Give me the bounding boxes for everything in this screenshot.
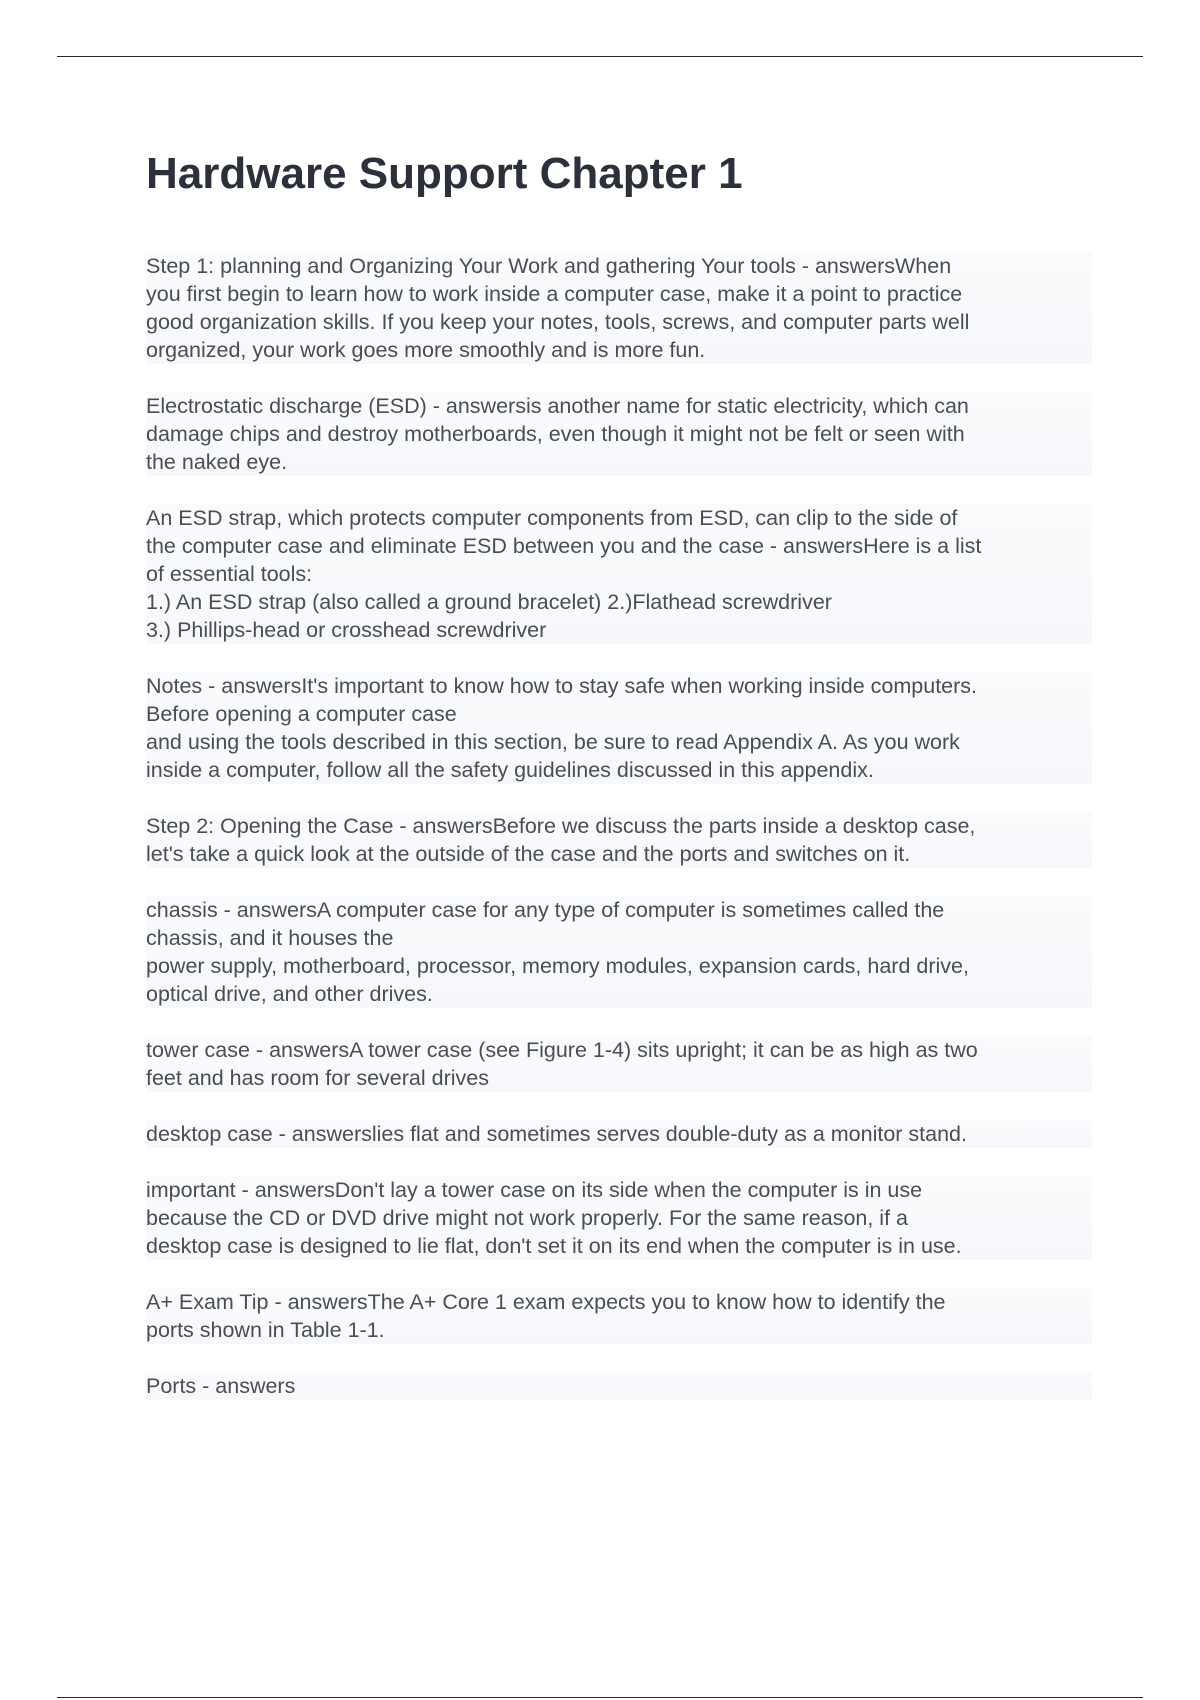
entry-desktop-case: desktop case - answerslies flat and sometimes serves double-duty as a monitor stand. [146,1120,1092,1148]
entry-tower-case: tower case - answersA tower case (see Figure 1-4) sits upright; it can be as high as two feet and has room for several drives [146,1036,1092,1092]
entry-esd-strap-tools: An ESD strap, which protects computer components from ESD, can clip to the side of the computer case and eliminate ESD between you and the case - answersHere is a list of essential tools: 1.) An ESD strap (also called a ground bracelet) 2.)Flathead screwdriver 3.) Phillips-head or crosshead screwdriver [146,504,1092,644]
entry-esd: Electrostatic discharge (ESD) - answersis another name for static electricity, which can damage chips and destroy motherboards, even though it might not be felt or seen with the naked eye. [146,392,1092,476]
entry-ports: Ports - answers [146,1372,1092,1400]
entry-notes: Notes - answersIt's important to know how to stay safe when working inside computers. Before opening a computer case and using the tools described in this section, be sure to read Appendix A. As you work inside a computer, follow all the safety guidelines discussed in this appendix. [146,672,1092,784]
entry-chassis: chassis - answersA computer case for any type of computer is sometimes called the chassis, and it houses the power supply, motherboard, processor, memory modules, expansion cards, hard drive, optical drive, and other drives. [146,896,1092,1008]
entry-step-1: Step 1: planning and Organizing Your Work and gathering Your tools - answersWhen you first begin to learn how to work inside a computer case, make it a point to practice good organization skills. If you keep your notes, tools, screws, and computer parts well organized, your work goes more smoothly and is more fun. [146,252,1092,364]
bottom-divider [57,1697,1143,1698]
top-divider [57,56,1143,57]
entry-important: important - answersDon't lay a tower case on its side when the computer is in use because the CD or DVD drive might not work properly. For the same reason, if a desktop case is designed to lie flat, don't set it on its end when the computer is in use. [146,1176,1092,1260]
entry-exam-tip: A+ Exam Tip - answersThe A+ Core 1 exam expects you to know how to identify the ports shown in Table 1-1. [146,1288,1092,1344]
page-title: Hardware Support Chapter 1 [146,149,743,198]
page-content [146,148,1092,1428]
entry-list [146,252,1092,1400]
entry-step-2: Step 2: Opening the Case - answersBefore we discuss the parts inside a desktop case, let's take a quick look at the outside of the case and the ports and switches on it. [146,812,1092,868]
